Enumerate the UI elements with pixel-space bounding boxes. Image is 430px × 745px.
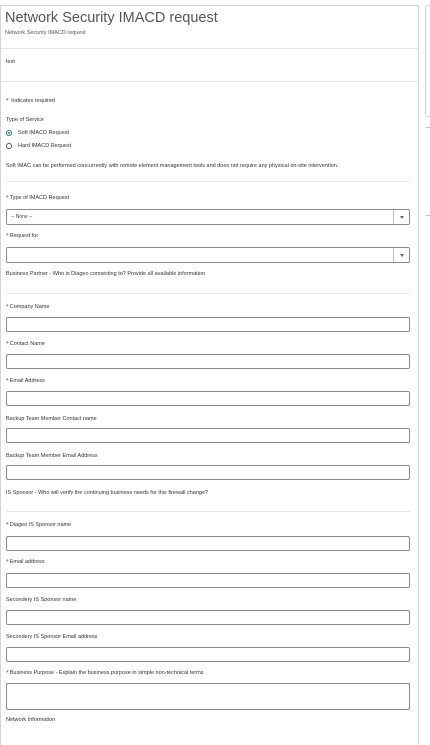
divider [1,48,418,49]
page-title: Network Security IMACD request [5,10,218,26]
radio-unchecked-icon[interactable] [6,143,12,149]
divider [6,511,410,512]
divider [6,293,410,294]
form-header [5,9,218,36]
chevron-down-icon [400,216,404,219]
radio-soft-imacd[interactable] [6,128,69,137]
backup-contact-input[interactable] [6,428,410,443]
backup-email-label: Backup Team Member Email Address [6,453,98,459]
request-for-select[interactable] [6,247,410,263]
is-sponsor-heading: IS Sponsor - Who will verify the continuing business needs for this firewall change? [6,490,209,496]
network-information-heading: Network Information [6,717,56,723]
secondary-sponsor-email-label: Secondery IS Sponsor Email address [6,634,98,640]
side-divider [426,215,430,216]
business-purpose-textarea[interactable] [6,683,410,710]
type-of-service-label: Type of Service [6,117,44,123]
divider [1,81,418,82]
business-partner-heading: Business Partner - Who is Diageo connecting to? Provide all available information [6,271,206,277]
required-mark: * [6,98,9,105]
service-help-text: Soft IMAC can be performed concurrently with remote element management tools and does not require any physical on-site intervention. [6,163,339,169]
business-purpose-label: *Business Purpose - Explain the business purpose in simple non-technical terms [6,670,204,677]
company-name-input[interactable] [6,317,410,332]
sponsor-email-input[interactable] [6,573,410,588]
request-for-label: *Request for [6,233,39,240]
form-description: test [6,59,15,65]
dropdown-button[interactable] [393,248,409,262]
sponsor-name-input[interactable] [6,536,410,551]
radio-label: Hard IMACD Request [18,142,72,149]
type-of-imacd-label: *Type of IMACD Request [6,195,70,202]
page-subtitle: Network Security IMACD request [5,30,86,36]
radio-label: Soft IMACD Request [18,129,70,136]
dropdown-button[interactable] [393,210,409,224]
radio-checked-icon[interactable] [6,130,12,136]
contact-name-input[interactable] [6,354,410,369]
select-value: -- None -- [11,214,33,220]
side-divider [426,127,430,128]
secondary-sponsor-email-input[interactable] [6,647,410,662]
secondary-sponsor-name-label: Secondery IS Sponsor name [6,597,77,603]
chevron-down-icon [400,254,404,257]
company-name-label: *Company Name [6,304,50,311]
divider [6,181,410,182]
type-of-imacd-select[interactable] [6,209,410,225]
email-address-input[interactable] [6,391,410,406]
email-address-label: *Email Address [6,378,45,385]
radio-hard-imacd[interactable] [6,141,71,150]
contact-name-label: *Contact Name [6,341,45,348]
side-card [425,5,430,117]
required-note: * Indicates required [6,98,55,105]
backup-contact-label: Backup Team Member Contact name [6,416,97,422]
sponsor-name-label: *Diageo IS Sponsor name [6,522,72,529]
secondary-sponsor-name-input[interactable] [6,610,410,625]
sponsor-email-label: *Email address [6,559,45,566]
backup-email-input[interactable] [6,465,410,480]
